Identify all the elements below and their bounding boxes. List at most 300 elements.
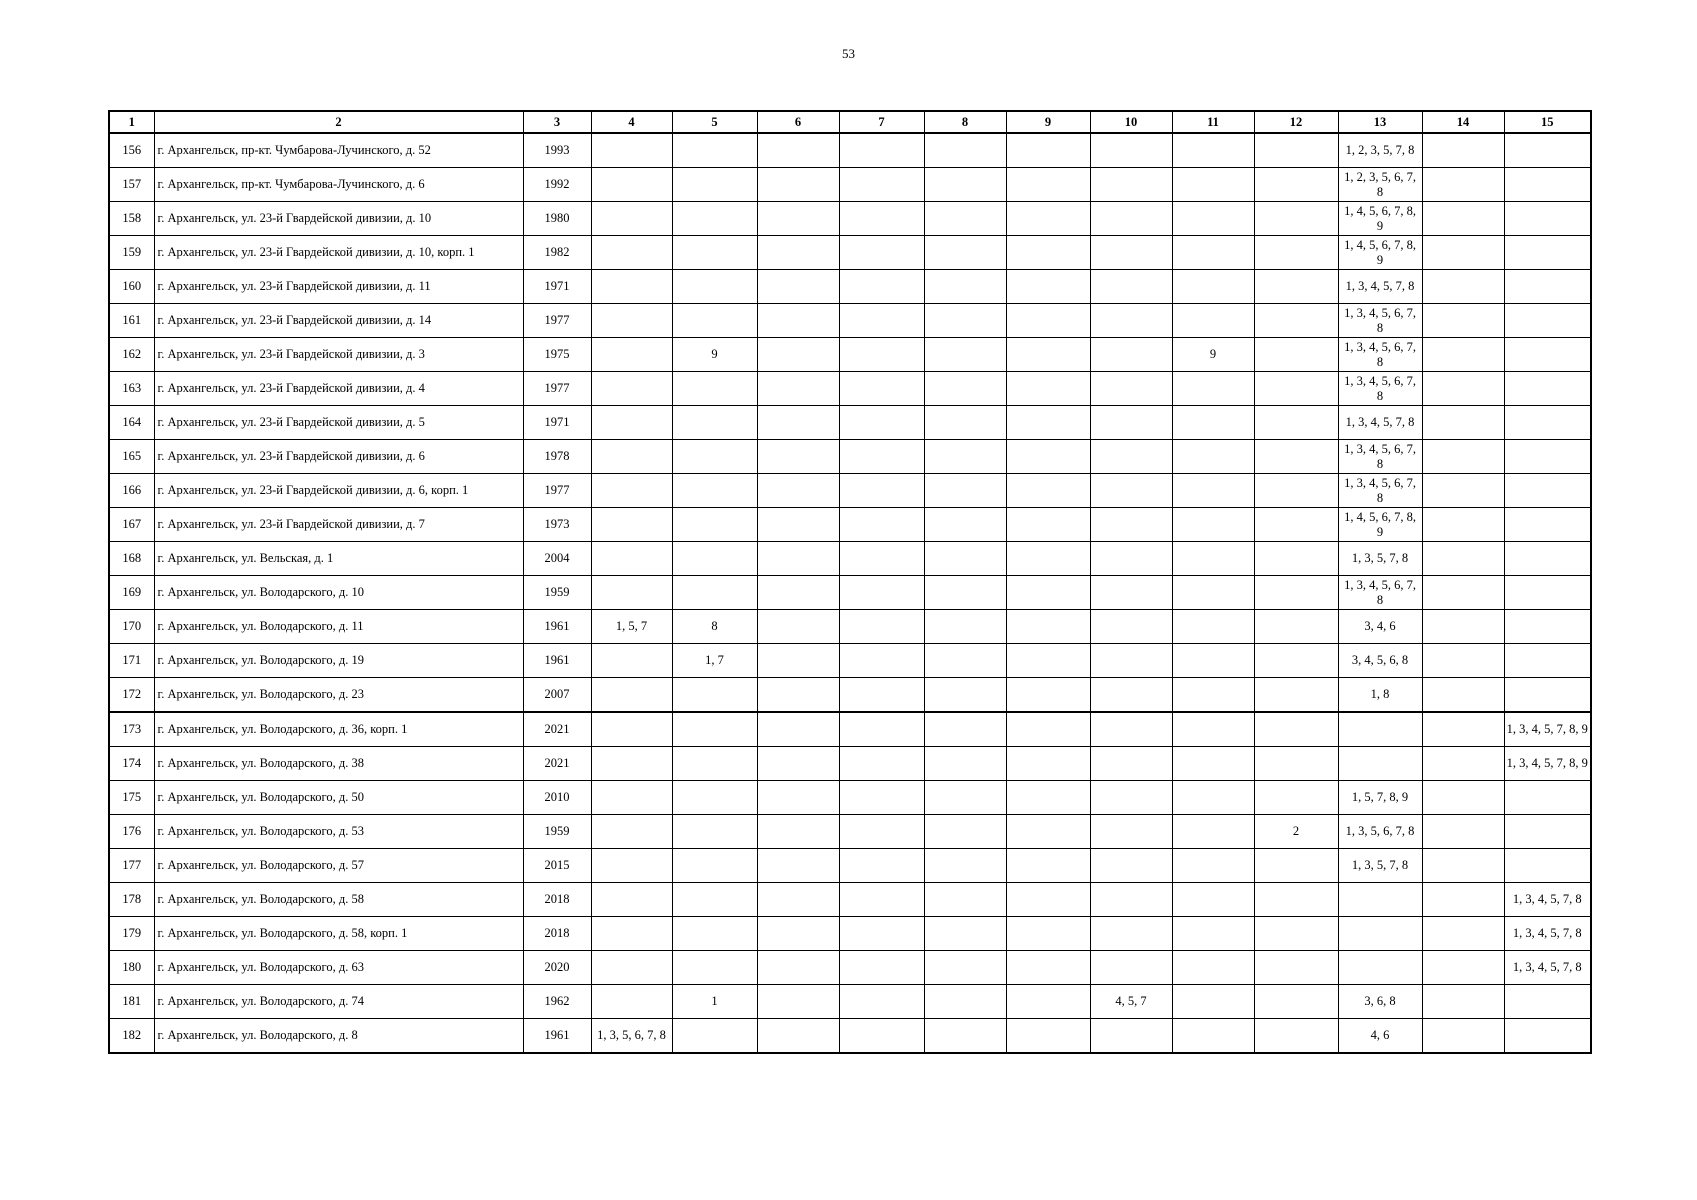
column-header: 2 bbox=[154, 111, 523, 133]
value-cell bbox=[672, 508, 757, 542]
value-cell bbox=[591, 644, 672, 678]
value-cell bbox=[924, 542, 1006, 576]
address-cell: г. Архангельск, ул. 23-й Гвардейской дивизии, д. 10, корп. 1 bbox=[154, 236, 523, 270]
value-cell bbox=[672, 747, 757, 781]
value-cell: 3, 4, 5, 6, 8 bbox=[1338, 644, 1422, 678]
value-cell bbox=[1090, 883, 1172, 917]
value-cell bbox=[1006, 951, 1090, 985]
value-cell bbox=[1090, 338, 1172, 372]
value-cell bbox=[1090, 133, 1172, 168]
value-cell bbox=[1254, 168, 1338, 202]
value-cell bbox=[1006, 678, 1090, 713]
value-cell bbox=[924, 576, 1006, 610]
value-cell bbox=[1504, 542, 1591, 576]
value-cell bbox=[839, 610, 924, 644]
table-row bbox=[109, 712, 1591, 747]
table-row bbox=[109, 372, 1591, 406]
row-number: 169 bbox=[109, 576, 154, 610]
table-row bbox=[109, 168, 1591, 202]
value-cell bbox=[1090, 917, 1172, 951]
value-cell bbox=[1090, 406, 1172, 440]
column-header: 12 bbox=[1254, 111, 1338, 133]
value-cell bbox=[1504, 440, 1591, 474]
value-cell bbox=[1422, 474, 1504, 508]
value-cell: 1, 3, 4, 5, 7, 8 bbox=[1504, 951, 1591, 985]
column-header: 10 bbox=[1090, 111, 1172, 133]
value-cell bbox=[839, 849, 924, 883]
value-cell bbox=[924, 304, 1006, 338]
row-number: 161 bbox=[109, 304, 154, 338]
address-cell: г. Архангельск, ул. 23-й Гвардейской дивизии, д. 4 bbox=[154, 372, 523, 406]
value-cell bbox=[1090, 712, 1172, 747]
value-cell bbox=[1006, 644, 1090, 678]
value-cell: 3, 6, 8 bbox=[1338, 985, 1422, 1019]
row-number: 178 bbox=[109, 883, 154, 917]
value-cell bbox=[1254, 338, 1338, 372]
value-cell bbox=[1090, 236, 1172, 270]
value-cell bbox=[839, 542, 924, 576]
value-cell bbox=[1504, 644, 1591, 678]
value-cell bbox=[1006, 440, 1090, 474]
address-cell: г. Архангельск, ул. Володарского, д. 23 bbox=[154, 678, 523, 713]
value-cell bbox=[1338, 951, 1422, 985]
value-cell bbox=[839, 678, 924, 713]
value-cell bbox=[1254, 372, 1338, 406]
value-cell bbox=[757, 474, 839, 508]
address-cell: г. Архангельск, ул. Володарского, д. 19 bbox=[154, 644, 523, 678]
table-row bbox=[109, 951, 1591, 985]
value-cell bbox=[1006, 610, 1090, 644]
value-cell bbox=[1422, 712, 1504, 747]
value-cell bbox=[839, 406, 924, 440]
value-cell bbox=[672, 849, 757, 883]
value-cell bbox=[1338, 883, 1422, 917]
value-cell: 1, 4, 5, 6, 7, 8, 9 bbox=[1338, 236, 1422, 270]
table-row bbox=[109, 610, 1591, 644]
year-cell: 2007 bbox=[523, 678, 591, 713]
value-cell bbox=[757, 236, 839, 270]
value-cell bbox=[672, 406, 757, 440]
value-cell bbox=[1006, 133, 1090, 168]
value-cell bbox=[1422, 781, 1504, 815]
column-header: 6 bbox=[757, 111, 839, 133]
value-cell bbox=[1504, 133, 1591, 168]
value-cell bbox=[839, 440, 924, 474]
column-header: 8 bbox=[924, 111, 1006, 133]
value-cell bbox=[757, 883, 839, 917]
value-cell bbox=[1422, 1019, 1504, 1054]
value-cell bbox=[1172, 917, 1254, 951]
value-cell: 1, 5, 7 bbox=[591, 610, 672, 644]
value-cell bbox=[1338, 917, 1422, 951]
value-cell bbox=[924, 610, 1006, 644]
value-cell bbox=[1172, 781, 1254, 815]
value-cell bbox=[924, 985, 1006, 1019]
year-cell: 1977 bbox=[523, 372, 591, 406]
value-cell bbox=[1172, 712, 1254, 747]
value-cell bbox=[924, 1019, 1006, 1054]
column-header: 7 bbox=[839, 111, 924, 133]
value-cell: 1, 3, 5, 7, 8 bbox=[1338, 542, 1422, 576]
value-cell bbox=[924, 474, 1006, 508]
row-number: 182 bbox=[109, 1019, 154, 1054]
value-cell bbox=[1254, 712, 1338, 747]
value-cell bbox=[591, 474, 672, 508]
value-cell: 2 bbox=[1254, 815, 1338, 849]
row-number: 175 bbox=[109, 781, 154, 815]
value-cell bbox=[1254, 236, 1338, 270]
address-cell: г. Архангельск, ул. Володарского, д. 50 bbox=[154, 781, 523, 815]
value-cell bbox=[1006, 406, 1090, 440]
value-cell: 1, 3, 4, 5, 7, 8 bbox=[1338, 406, 1422, 440]
value-cell bbox=[924, 951, 1006, 985]
value-cell bbox=[1504, 270, 1591, 304]
table-row bbox=[109, 440, 1591, 474]
value-cell bbox=[1254, 985, 1338, 1019]
year-cell: 1962 bbox=[523, 985, 591, 1019]
value-cell bbox=[1006, 985, 1090, 1019]
value-cell bbox=[1504, 815, 1591, 849]
table-row bbox=[109, 304, 1591, 338]
value-cell bbox=[1006, 270, 1090, 304]
value-cell bbox=[1172, 270, 1254, 304]
value-cell bbox=[1422, 951, 1504, 985]
year-cell: 1959 bbox=[523, 815, 591, 849]
value-cell bbox=[1254, 917, 1338, 951]
row-number: 157 bbox=[109, 168, 154, 202]
value-cell: 1, 7 bbox=[672, 644, 757, 678]
year-cell: 1978 bbox=[523, 440, 591, 474]
value-cell bbox=[1090, 508, 1172, 542]
value-cell: 1, 2, 3, 5, 7, 8 bbox=[1338, 133, 1422, 168]
value-cell bbox=[1006, 542, 1090, 576]
value-cell: 1, 3, 4, 5, 7, 8 bbox=[1504, 883, 1591, 917]
value-cell bbox=[1090, 542, 1172, 576]
value-cell bbox=[924, 917, 1006, 951]
value-cell: 1, 3, 4, 5, 6, 7, 8 bbox=[1338, 372, 1422, 406]
value-cell bbox=[591, 951, 672, 985]
year-cell: 1980 bbox=[523, 202, 591, 236]
value-cell bbox=[757, 508, 839, 542]
value-cell bbox=[839, 917, 924, 951]
value-cell: 9 bbox=[1172, 338, 1254, 372]
column-header: 5 bbox=[672, 111, 757, 133]
value-cell bbox=[1006, 202, 1090, 236]
value-cell bbox=[1172, 678, 1254, 713]
value-cell bbox=[1090, 202, 1172, 236]
value-cell bbox=[1504, 202, 1591, 236]
value-cell: 1 bbox=[672, 985, 757, 1019]
value-cell bbox=[1422, 202, 1504, 236]
value-cell bbox=[672, 202, 757, 236]
table-row bbox=[109, 781, 1591, 815]
value-cell bbox=[1254, 270, 1338, 304]
row-number: 177 bbox=[109, 849, 154, 883]
table-row bbox=[109, 1019, 1591, 1054]
value-cell bbox=[1422, 406, 1504, 440]
value-cell bbox=[1006, 883, 1090, 917]
address-cell: г. Архангельск, ул. Володарского, д. 63 bbox=[154, 951, 523, 985]
value-cell: 1, 5, 7, 8, 9 bbox=[1338, 781, 1422, 815]
value-cell: 1, 3, 4, 5, 6, 7, 8 bbox=[1338, 576, 1422, 610]
table-row bbox=[109, 644, 1591, 678]
value-cell bbox=[1254, 781, 1338, 815]
value-cell bbox=[1422, 508, 1504, 542]
table-row bbox=[109, 406, 1591, 440]
value-cell bbox=[1422, 236, 1504, 270]
value-cell bbox=[839, 747, 924, 781]
value-cell bbox=[1504, 985, 1591, 1019]
value-cell bbox=[591, 781, 672, 815]
value-cell bbox=[924, 508, 1006, 542]
value-cell bbox=[1254, 576, 1338, 610]
value-cell bbox=[1504, 576, 1591, 610]
value-cell bbox=[1172, 815, 1254, 849]
value-cell bbox=[1422, 338, 1504, 372]
value-cell bbox=[839, 338, 924, 372]
address-cell: г. Архангельск, пр-кт. Чумбарова-Лучинского, д. 6 bbox=[154, 168, 523, 202]
table-row bbox=[109, 474, 1591, 508]
value-cell bbox=[591, 985, 672, 1019]
value-cell bbox=[1090, 168, 1172, 202]
year-cell: 1977 bbox=[523, 304, 591, 338]
value-cell bbox=[672, 133, 757, 168]
value-cell bbox=[1172, 133, 1254, 168]
value-cell: 1, 3, 4, 5, 7, 8 bbox=[1338, 270, 1422, 304]
value-cell bbox=[1172, 440, 1254, 474]
address-cell: г. Архангельск, ул. Володарского, д. 58, корп. 1 bbox=[154, 917, 523, 951]
value-cell bbox=[839, 576, 924, 610]
year-cell: 2015 bbox=[523, 849, 591, 883]
value-cell bbox=[757, 610, 839, 644]
value-cell bbox=[839, 781, 924, 815]
value-cell bbox=[839, 951, 924, 985]
value-cell bbox=[1172, 542, 1254, 576]
value-cell bbox=[757, 202, 839, 236]
year-cell: 1975 bbox=[523, 338, 591, 372]
value-cell bbox=[591, 883, 672, 917]
value-cell bbox=[1504, 781, 1591, 815]
row-number: 176 bbox=[109, 815, 154, 849]
value-cell bbox=[1422, 372, 1504, 406]
value-cell bbox=[757, 747, 839, 781]
value-cell bbox=[1006, 815, 1090, 849]
year-cell: 1961 bbox=[523, 610, 591, 644]
value-cell: 1, 4, 5, 6, 7, 8, 9 bbox=[1338, 202, 1422, 236]
row-number: 180 bbox=[109, 951, 154, 985]
value-cell bbox=[1090, 270, 1172, 304]
year-cell: 2004 bbox=[523, 542, 591, 576]
value-cell bbox=[757, 338, 839, 372]
value-cell: 1, 3, 5, 6, 7, 8 bbox=[1338, 815, 1422, 849]
address-cell: г. Архангельск, ул. 23-й Гвардейской дивизии, д. 5 bbox=[154, 406, 523, 440]
value-cell bbox=[672, 781, 757, 815]
value-cell bbox=[1172, 747, 1254, 781]
address-cell: г. Архангельск, ул. 23-й Гвардейской дивизии, д. 6, корп. 1 bbox=[154, 474, 523, 508]
data-table bbox=[108, 110, 1592, 1054]
value-cell bbox=[757, 781, 839, 815]
row-number: 159 bbox=[109, 236, 154, 270]
value-cell bbox=[1504, 508, 1591, 542]
value-cell bbox=[1006, 781, 1090, 815]
value-cell bbox=[1006, 168, 1090, 202]
value-cell bbox=[1422, 133, 1504, 168]
value-cell bbox=[1006, 474, 1090, 508]
value-cell bbox=[1254, 747, 1338, 781]
value-cell bbox=[839, 372, 924, 406]
value-cell: 1, 3, 4, 5, 7, 8, 9 bbox=[1504, 747, 1591, 781]
value-cell bbox=[924, 815, 1006, 849]
value-cell bbox=[1006, 338, 1090, 372]
value-cell bbox=[1422, 849, 1504, 883]
value-cell bbox=[1422, 168, 1504, 202]
value-cell bbox=[1422, 815, 1504, 849]
value-cell bbox=[1006, 508, 1090, 542]
value-cell bbox=[1338, 747, 1422, 781]
value-cell bbox=[1422, 610, 1504, 644]
value-cell bbox=[672, 168, 757, 202]
year-cell: 2018 bbox=[523, 883, 591, 917]
value-cell bbox=[1422, 678, 1504, 713]
value-cell bbox=[672, 815, 757, 849]
column-header: 13 bbox=[1338, 111, 1422, 133]
value-cell bbox=[757, 406, 839, 440]
value-cell bbox=[757, 440, 839, 474]
value-cell bbox=[591, 747, 672, 781]
value-cell bbox=[1006, 576, 1090, 610]
table-row bbox=[109, 338, 1591, 372]
value-cell bbox=[757, 1019, 839, 1054]
value-cell bbox=[757, 712, 839, 747]
value-cell: 4, 5, 7 bbox=[1090, 985, 1172, 1019]
value-cell bbox=[1090, 951, 1172, 985]
value-cell bbox=[1254, 849, 1338, 883]
value-cell bbox=[924, 712, 1006, 747]
value-cell bbox=[1254, 406, 1338, 440]
row-number: 163 bbox=[109, 372, 154, 406]
value-cell bbox=[1172, 372, 1254, 406]
value-cell bbox=[672, 712, 757, 747]
value-cell bbox=[1172, 168, 1254, 202]
value-cell bbox=[839, 883, 924, 917]
value-cell bbox=[1006, 849, 1090, 883]
value-cell bbox=[924, 372, 1006, 406]
value-cell bbox=[591, 236, 672, 270]
address-cell: г. Архангельск, ул. 23-й Гвардейской дивизии, д. 3 bbox=[154, 338, 523, 372]
value-cell bbox=[924, 270, 1006, 304]
value-cell bbox=[591, 678, 672, 713]
table-row bbox=[109, 270, 1591, 304]
value-cell bbox=[1006, 712, 1090, 747]
value-cell bbox=[924, 678, 1006, 713]
value-cell bbox=[757, 917, 839, 951]
table-header bbox=[109, 111, 1591, 133]
value-cell bbox=[757, 372, 839, 406]
value-cell bbox=[757, 951, 839, 985]
value-cell bbox=[924, 644, 1006, 678]
value-cell bbox=[591, 168, 672, 202]
value-cell bbox=[1504, 338, 1591, 372]
value-cell bbox=[591, 202, 672, 236]
value-cell bbox=[591, 815, 672, 849]
value-cell bbox=[839, 508, 924, 542]
value-cell bbox=[839, 474, 924, 508]
value-cell bbox=[1090, 678, 1172, 713]
year-cell: 2018 bbox=[523, 917, 591, 951]
value-cell bbox=[1090, 849, 1172, 883]
value-cell bbox=[1504, 304, 1591, 338]
value-cell bbox=[924, 883, 1006, 917]
value-cell bbox=[1172, 883, 1254, 917]
year-cell: 2020 bbox=[523, 951, 591, 985]
table-row bbox=[109, 849, 1591, 883]
value-cell bbox=[591, 508, 672, 542]
value-cell bbox=[839, 270, 924, 304]
value-cell bbox=[924, 747, 1006, 781]
row-number: 179 bbox=[109, 917, 154, 951]
value-cell bbox=[672, 236, 757, 270]
value-cell bbox=[924, 338, 1006, 372]
year-cell: 1973 bbox=[523, 508, 591, 542]
column-header: 14 bbox=[1422, 111, 1504, 133]
column-header: 15 bbox=[1504, 111, 1591, 133]
value-cell bbox=[1254, 678, 1338, 713]
value-cell bbox=[1090, 781, 1172, 815]
table-row bbox=[109, 917, 1591, 951]
row-number: 170 bbox=[109, 610, 154, 644]
value-cell bbox=[591, 440, 672, 474]
value-cell: 1, 3, 4, 5, 7, 8, 9 bbox=[1504, 712, 1591, 747]
value-cell bbox=[1422, 576, 1504, 610]
value-cell bbox=[672, 542, 757, 576]
value-cell bbox=[1172, 644, 1254, 678]
row-number: 162 bbox=[109, 338, 154, 372]
value-cell bbox=[1254, 951, 1338, 985]
column-header: 9 bbox=[1006, 111, 1090, 133]
year-cell: 1992 bbox=[523, 168, 591, 202]
value-cell bbox=[591, 372, 672, 406]
value-cell bbox=[839, 1019, 924, 1054]
value-cell bbox=[1172, 951, 1254, 985]
value-cell bbox=[1254, 202, 1338, 236]
value-cell bbox=[757, 168, 839, 202]
address-cell: г. Архангельск, ул. Володарского, д. 58 bbox=[154, 883, 523, 917]
value-cell bbox=[924, 440, 1006, 474]
value-cell: 1, 3, 4, 5, 6, 7, 8 bbox=[1338, 474, 1422, 508]
table-row bbox=[109, 883, 1591, 917]
table-row bbox=[109, 542, 1591, 576]
value-cell bbox=[1090, 1019, 1172, 1054]
value-cell bbox=[672, 270, 757, 304]
address-cell: г. Архангельск, ул. 23-й Гвардейской дивизии, д. 14 bbox=[154, 304, 523, 338]
value-cell bbox=[1422, 304, 1504, 338]
value-cell bbox=[924, 133, 1006, 168]
value-cell bbox=[1504, 610, 1591, 644]
value-cell bbox=[1254, 133, 1338, 168]
address-cell: г. Архангельск, пр-кт. Чумбарова-Лучинского, д. 52 bbox=[154, 133, 523, 168]
value-cell bbox=[1172, 236, 1254, 270]
value-cell bbox=[757, 678, 839, 713]
page-number: 53 bbox=[842, 46, 855, 61]
value-cell bbox=[757, 815, 839, 849]
column-header: 3 bbox=[523, 111, 591, 133]
address-cell: г. Архангельск, ул. Володарского, д. 8 bbox=[154, 1019, 523, 1054]
value-cell: 4, 6 bbox=[1338, 1019, 1422, 1054]
address-cell: г. Архангельск, ул. Володарского, д. 11 bbox=[154, 610, 523, 644]
value-cell bbox=[924, 168, 1006, 202]
value-cell bbox=[1254, 610, 1338, 644]
value-cell bbox=[1254, 304, 1338, 338]
